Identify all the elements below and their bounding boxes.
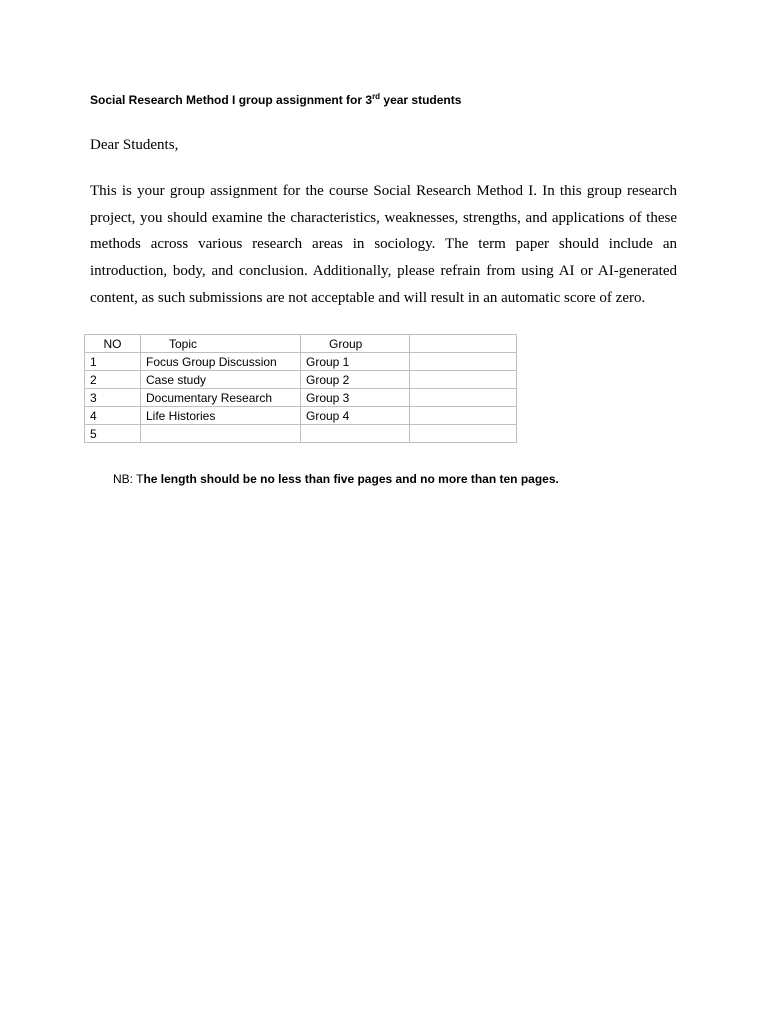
topics-table [84, 334, 517, 443]
table-row [85, 389, 517, 407]
row-group: Group 2 [301, 371, 410, 389]
row-topic: Focus Group Discussion [141, 353, 301, 371]
table-row [85, 353, 517, 371]
title-main: Social Research Method I group assignment for 3 [90, 93, 373, 107]
header-topic: Topic [141, 335, 301, 353]
row-number: 4 [85, 407, 141, 425]
row-extra [410, 371, 517, 389]
row-number: 3 [85, 389, 141, 407]
table-header-row [85, 335, 517, 353]
header-no: NO [85, 335, 141, 353]
row-number: 5 [85, 425, 141, 443]
note-bold-text: he length should be no less than five pages and no more than ten pages. [143, 472, 559, 486]
row-number: 1 [85, 353, 141, 371]
title-superscript: rd [372, 92, 381, 101]
header-empty [410, 335, 517, 353]
row-topic [141, 425, 301, 443]
row-topic: Case study [141, 371, 301, 389]
row-group: Group 4 [301, 407, 410, 425]
row-group: Group 1 [301, 353, 410, 371]
note-prefix: NB: T [113, 472, 144, 486]
table-row [85, 425, 517, 443]
title-end: year students [380, 93, 462, 107]
header-group: Group [301, 335, 410, 353]
row-extra [410, 425, 517, 443]
assignment-title [90, 93, 461, 107]
row-extra [410, 407, 517, 425]
row-topic: Life Histories [141, 407, 301, 425]
row-group: Group 3 [301, 389, 410, 407]
table-row [85, 371, 517, 389]
row-topic: Documentary Research [141, 389, 301, 407]
row-group [301, 425, 410, 443]
row-extra [410, 353, 517, 371]
greeting: Dear Students, [90, 137, 179, 153]
length-note [113, 472, 559, 486]
row-extra [410, 389, 517, 407]
row-number: 2 [85, 371, 141, 389]
assignment-instructions: This is your group assignment for the course Social Research Method I. In this group research project, you should examine the characteristics, weaknesses, strengths, and applications of these methods across various research areas in sociology. The term paper should include an introduction, body, and conclusion. Additionally, please refrain from using AI or AI-generated content, as such submissions are not acceptable and will result in an automatic score of zero. [90, 183, 677, 306]
table-row [85, 407, 517, 425]
